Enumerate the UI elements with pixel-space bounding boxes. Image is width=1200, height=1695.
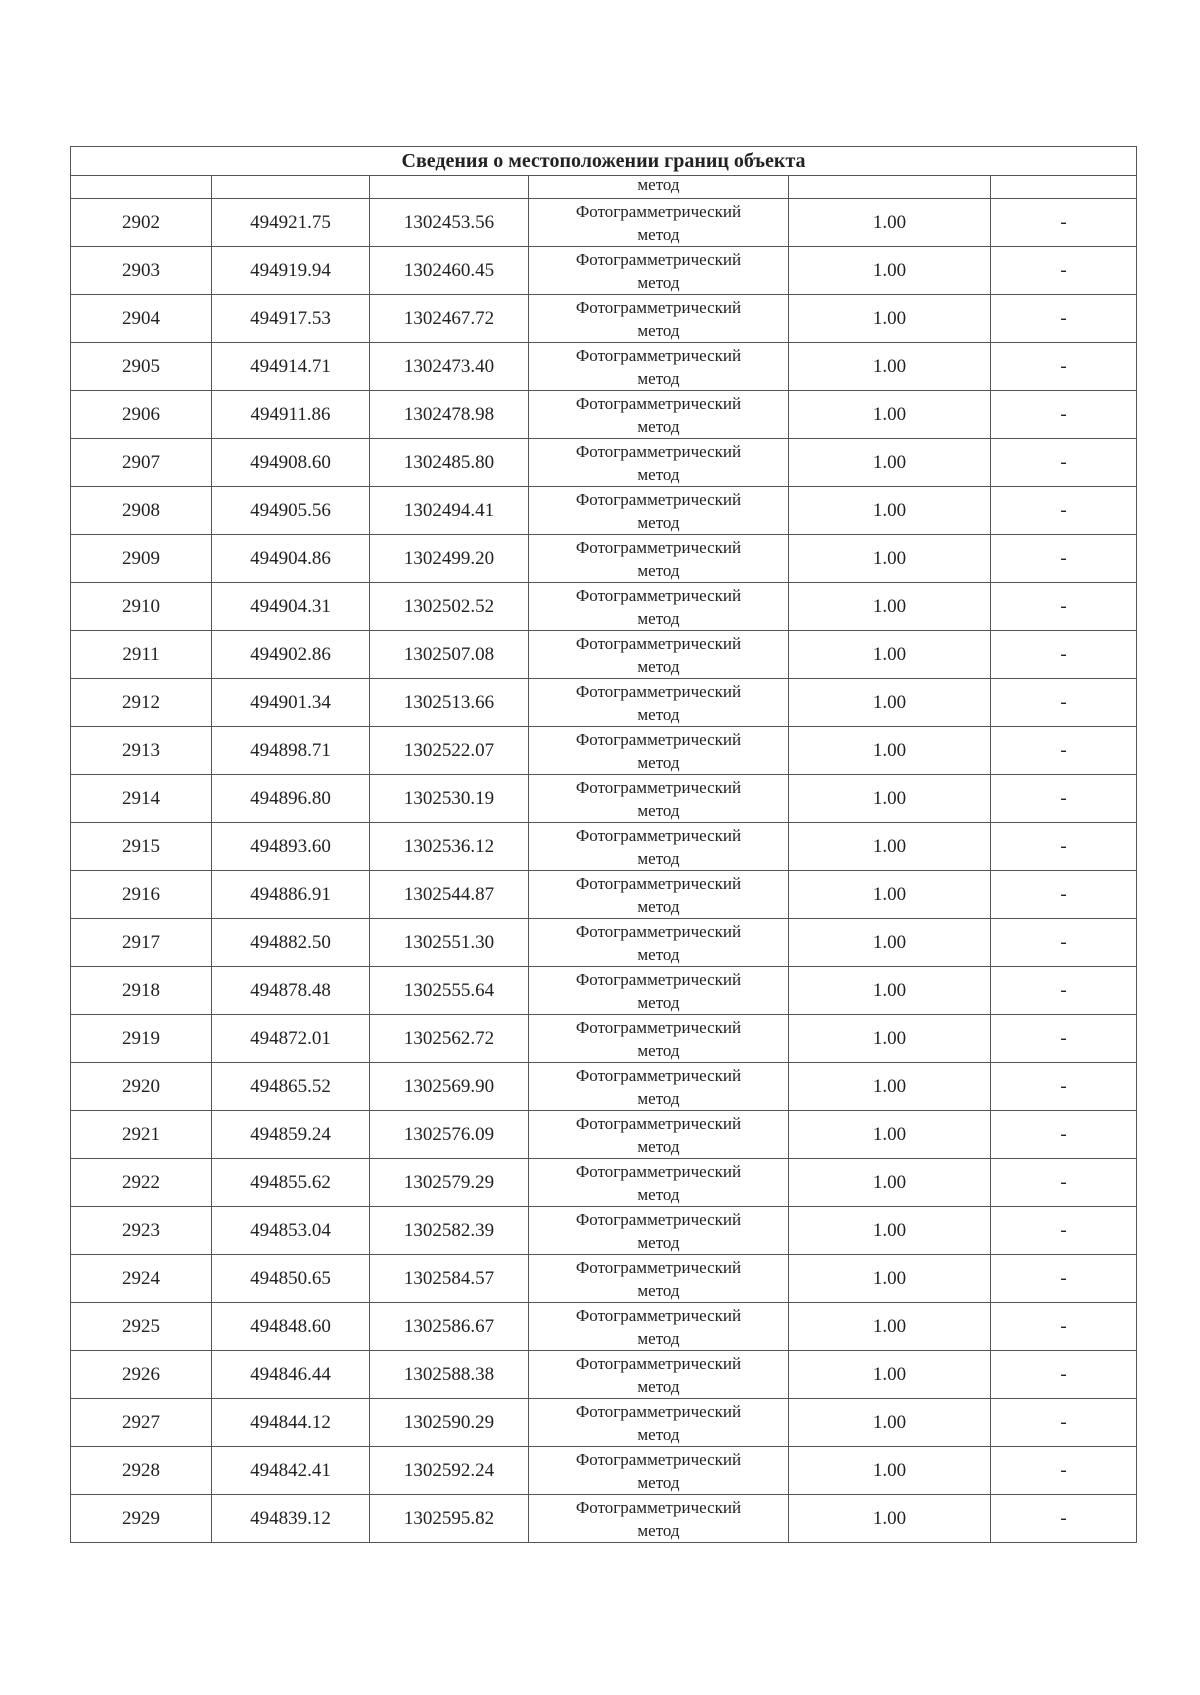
x-coordinate: 494905.56 [212,487,370,535]
accuracy: 1.00 [789,247,991,295]
table-title-row [71,147,1137,176]
method-cell [529,487,789,535]
point-number: 2923 [71,1207,212,1255]
method-line-1: Фотограмметрический [575,1017,742,1037]
method-cell [529,967,789,1015]
table-row [71,1351,1137,1399]
method-cell [529,1255,789,1303]
method-line-1: Фотограмметрический [575,1353,742,1373]
empty-cell [71,176,212,199]
method-line-2: метод [637,800,680,820]
description: - [991,1111,1137,1159]
description: - [991,919,1137,967]
table-row [71,631,1137,679]
method-line-2: метод [637,1520,680,1540]
method-line-1: Фотограмметрический [575,1209,742,1229]
x-coordinate: 494872.01 [212,1015,370,1063]
method-cell [529,919,789,967]
x-coordinate: 494901.34 [212,679,370,727]
accuracy: 1.00 [789,679,991,727]
method-line-2: метод [637,1184,680,1204]
method-line-2: метод [637,416,680,436]
y-coordinate: 1302536.12 [370,823,529,871]
x-coordinate: 494911.86 [212,391,370,439]
table-row [71,535,1137,583]
point-number: 2919 [71,1015,212,1063]
y-coordinate: 1302586.67 [370,1303,529,1351]
description: - [991,679,1137,727]
accuracy: 1.00 [789,487,991,535]
y-coordinate: 1302592.24 [370,1447,529,1495]
y-coordinate: 1302579.29 [370,1159,529,1207]
accuracy: 1.00 [789,919,991,967]
method-cell [529,247,789,295]
description: - [991,1207,1137,1255]
point-number: 2910 [71,583,212,631]
point-number: 2911 [71,631,212,679]
method-line-2: метод [637,1088,680,1108]
method-line-1: Фотограмметрический [575,1497,742,1517]
description: - [991,967,1137,1015]
point-number: 2907 [71,439,212,487]
point-number: 2928 [71,1447,212,1495]
x-coordinate: 494919.94 [212,247,370,295]
method-line-1: Фотограмметрический [575,921,742,941]
method-line-1: Фотограмметрический [575,249,742,269]
accuracy: 1.00 [789,583,991,631]
description: - [991,343,1137,391]
continuation-row [71,176,1137,199]
y-coordinate: 1302576.09 [370,1111,529,1159]
x-coordinate: 494839.12 [212,1495,370,1543]
method-cell [529,1303,789,1351]
description: - [991,391,1137,439]
description: - [991,1351,1137,1399]
method-cell [529,439,789,487]
table-row [71,1015,1137,1063]
empty-cell [370,176,529,199]
empty-cell [789,176,991,199]
point-number: 2917 [71,919,212,967]
table-row [71,775,1137,823]
y-coordinate: 1302522.07 [370,727,529,775]
x-coordinate: 494917.53 [212,295,370,343]
x-coordinate: 494898.71 [212,727,370,775]
method-cell [529,535,789,583]
y-coordinate: 1302595.82 [370,1495,529,1543]
point-number: 2914 [71,775,212,823]
method-line-1: Фотограмметрический [575,633,742,653]
y-coordinate: 1302494.41 [370,487,529,535]
table-row [71,199,1137,247]
table-row [71,727,1137,775]
y-coordinate: 1302502.52 [370,583,529,631]
y-coordinate: 1302478.98 [370,391,529,439]
x-coordinate: 494859.24 [212,1111,370,1159]
method-line-2: метод [637,1040,680,1060]
method-cell [529,1447,789,1495]
method-line-1: Фотограмметрический [575,537,742,557]
method-continuation: метод [529,176,789,199]
point-number: 2920 [71,1063,212,1111]
accuracy: 1.00 [789,871,991,919]
accuracy: 1.00 [789,439,991,487]
x-coordinate: 494842.41 [212,1447,370,1495]
method-line-1: Фотограмметрический [575,201,742,221]
x-coordinate: 494865.52 [212,1063,370,1111]
x-coordinate: 494896.80 [212,775,370,823]
x-coordinate: 494921.75 [212,199,370,247]
accuracy: 1.00 [789,1351,991,1399]
method-line-2: метод [637,1328,680,1348]
description: - [991,583,1137,631]
x-coordinate: 494904.86 [212,535,370,583]
table-row [71,919,1137,967]
method-line-2: метод [637,368,680,388]
accuracy: 1.00 [789,1255,991,1303]
description: - [991,535,1137,583]
method-cell [529,871,789,919]
description: - [991,1399,1137,1447]
empty-cell [991,176,1137,199]
document-sheet [70,146,1136,1543]
description: - [991,775,1137,823]
accuracy: 1.00 [789,727,991,775]
accuracy: 1.00 [789,631,991,679]
x-coordinate: 494844.12 [212,1399,370,1447]
method-line-1: Фотограмметрический [575,969,742,989]
method-line-1: Фотограмметрический [575,825,742,845]
method-line-2: метод [637,1376,680,1396]
table-row [71,439,1137,487]
x-coordinate: 494878.48 [212,967,370,1015]
method-line-2: метод [637,1472,680,1492]
method-line-1: Фотограмметрический [575,1401,742,1421]
accuracy: 1.00 [789,1399,991,1447]
y-coordinate: 1302499.20 [370,535,529,583]
point-number: 2926 [71,1351,212,1399]
table-row [71,487,1137,535]
table-row [71,1207,1137,1255]
method-line-2: метод [637,224,680,244]
x-coordinate: 494886.91 [212,871,370,919]
description: - [991,871,1137,919]
point-number: 2925 [71,1303,212,1351]
method-line-2: метод [637,560,680,580]
description: - [991,1063,1137,1111]
description: - [991,1159,1137,1207]
description: - [991,631,1137,679]
description: - [991,1303,1137,1351]
point-number: 2902 [71,199,212,247]
x-coordinate: 494902.86 [212,631,370,679]
method-line-1: Фотограмметрический [575,681,742,701]
y-coordinate: 1302467.72 [370,295,529,343]
table-row [71,967,1137,1015]
point-number: 2913 [71,727,212,775]
method-line-2: метод [637,464,680,484]
method-line-1: Фотограмметрический [575,1449,742,1469]
y-coordinate: 1302513.66 [370,679,529,727]
y-coordinate: 1302485.80 [370,439,529,487]
accuracy: 1.00 [789,391,991,439]
table-row [71,1111,1137,1159]
y-coordinate: 1302582.39 [370,1207,529,1255]
accuracy: 1.00 [789,967,991,1015]
method-line-1: Фотограмметрический [575,1257,742,1277]
table-row [71,823,1137,871]
point-number: 2912 [71,679,212,727]
method-cell [529,1207,789,1255]
method-line-2: метод [637,656,680,676]
table-row [71,1159,1137,1207]
point-number: 2916 [71,871,212,919]
method-cell [529,343,789,391]
table-row [71,679,1137,727]
method-cell [529,631,789,679]
x-coordinate: 494882.50 [212,919,370,967]
method-cell [529,295,789,343]
method-line-2: метод [637,752,680,772]
method-cell [529,1399,789,1447]
accuracy: 1.00 [789,343,991,391]
point-number: 2909 [71,535,212,583]
x-coordinate: 494848.60 [212,1303,370,1351]
table-title: Сведения о местоположении границ объекта [71,147,1137,176]
y-coordinate: 1302460.45 [370,247,529,295]
description: - [991,823,1137,871]
method-cell [529,1015,789,1063]
accuracy: 1.00 [789,1495,991,1543]
method-line-2: метод [637,512,680,532]
x-coordinate: 494846.44 [212,1351,370,1399]
accuracy: 1.00 [789,1015,991,1063]
method-cell [529,1351,789,1399]
table-row [71,295,1137,343]
y-coordinate: 1302473.40 [370,343,529,391]
y-coordinate: 1302551.30 [370,919,529,967]
method-line-2: метод [637,1280,680,1300]
method-line-1: Фотограмметрический [575,489,742,509]
point-number: 2929 [71,1495,212,1543]
method-line-1: Фотограмметрический [575,297,742,317]
method-line-2: метод [637,1232,680,1252]
y-coordinate: 1302588.38 [370,1351,529,1399]
description: - [991,1495,1137,1543]
method-line-1: Фотограмметрический [575,1065,742,1085]
method-cell [529,727,789,775]
point-number: 2915 [71,823,212,871]
accuracy: 1.00 [789,775,991,823]
y-coordinate: 1302584.57 [370,1255,529,1303]
x-coordinate: 494904.31 [212,583,370,631]
method-cell [529,583,789,631]
description: - [991,439,1137,487]
method-cell [529,679,789,727]
accuracy: 1.00 [789,1063,991,1111]
accuracy: 1.00 [789,1303,991,1351]
point-number: 2908 [71,487,212,535]
description: - [991,1447,1137,1495]
point-number: 2903 [71,247,212,295]
method-cell [529,775,789,823]
point-number: 2904 [71,295,212,343]
point-number: 2906 [71,391,212,439]
description: - [991,247,1137,295]
y-coordinate: 1302544.87 [370,871,529,919]
method-line-1: Фотограмметрический [575,585,742,605]
method-line-2: метод [637,1136,680,1156]
point-number: 2921 [71,1111,212,1159]
method-line-1: Фотограмметрический [575,393,742,413]
method-line-1: Фотограмметрический [575,1113,742,1133]
description: - [991,1255,1137,1303]
table-row [71,1255,1137,1303]
method-line-2: метод [637,1424,680,1444]
x-coordinate: 494908.60 [212,439,370,487]
table-row [71,1063,1137,1111]
point-number: 2927 [71,1399,212,1447]
table-row [71,583,1137,631]
method-line-1: Фотограмметрический [575,345,742,365]
accuracy: 1.00 [789,823,991,871]
method-cell [529,1063,789,1111]
method-line-2: метод [637,704,680,724]
point-number: 2924 [71,1255,212,1303]
x-coordinate: 494853.04 [212,1207,370,1255]
y-coordinate: 1302590.29 [370,1399,529,1447]
x-coordinate: 494893.60 [212,823,370,871]
table-row [71,1303,1137,1351]
description: - [991,487,1137,535]
point-number: 2905 [71,343,212,391]
table-row [71,871,1137,919]
y-coordinate: 1302562.72 [370,1015,529,1063]
accuracy: 1.00 [789,1159,991,1207]
y-coordinate: 1302530.19 [370,775,529,823]
method-line-2: метод [637,272,680,292]
method-line-2: метод [637,992,680,1012]
method-line-2: метод [637,608,680,628]
method-cell [529,391,789,439]
y-coordinate: 1302555.64 [370,967,529,1015]
method-line-1: Фотограмметрический [575,777,742,797]
method-line-2: метод [637,896,680,916]
point-number: 2922 [71,1159,212,1207]
method-line-1: Фотограмметрический [575,441,742,461]
accuracy: 1.00 [789,1447,991,1495]
table-row [71,343,1137,391]
accuracy: 1.00 [789,1111,991,1159]
description: - [991,295,1137,343]
method-line-1: Фотограмметрический [575,729,742,749]
y-coordinate: 1302569.90 [370,1063,529,1111]
empty-cell [212,176,370,199]
method-line-1: Фотограмметрический [575,873,742,893]
table-row [71,247,1137,295]
accuracy: 1.00 [789,199,991,247]
method-line-1: Фотограмметрический [575,1305,742,1325]
accuracy: 1.00 [789,1207,991,1255]
table-row [71,391,1137,439]
y-coordinate: 1302507.08 [370,631,529,679]
boundary-table [70,146,1137,1543]
table-row [71,1447,1137,1495]
method-line-1: Фотограмметрический [575,1161,742,1181]
y-coordinate: 1302453.56 [370,199,529,247]
x-coordinate: 494850.65 [212,1255,370,1303]
method-line-2: метод [637,320,680,340]
method-cell [529,1111,789,1159]
method-cell [529,1495,789,1543]
accuracy: 1.00 [789,295,991,343]
x-coordinate: 494914.71 [212,343,370,391]
description: - [991,727,1137,775]
method-cell [529,823,789,871]
method-cell [529,199,789,247]
table-row [71,1399,1137,1447]
method-line-2: метод [637,944,680,964]
method-cell [529,1159,789,1207]
accuracy: 1.00 [789,535,991,583]
table-row [71,1495,1137,1543]
method-line-2: метод [637,848,680,868]
description: - [991,1015,1137,1063]
description: - [991,199,1137,247]
x-coordinate: 494855.62 [212,1159,370,1207]
point-number: 2918 [71,967,212,1015]
